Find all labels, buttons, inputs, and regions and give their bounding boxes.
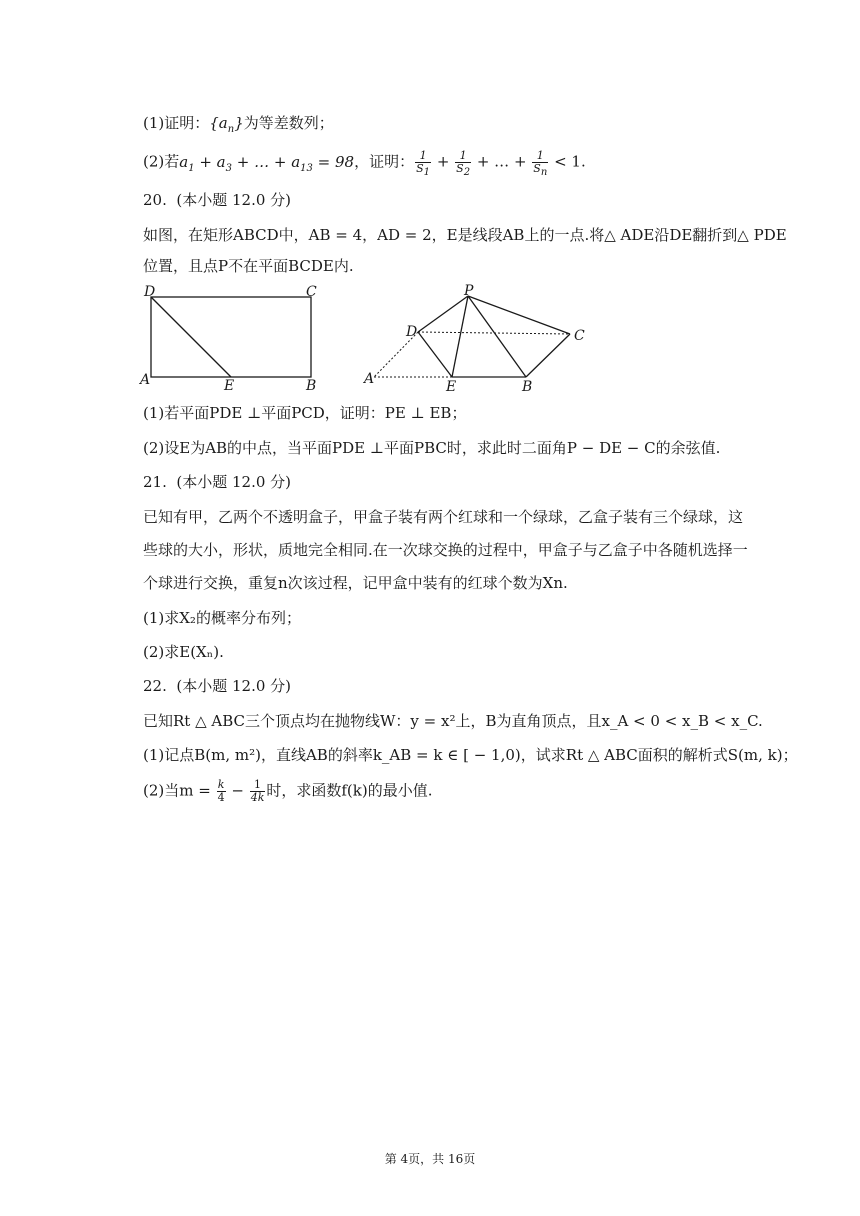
- q19-part1: [143, 113, 334, 133]
- fig2-label-a: A: [364, 371, 375, 387]
- fig2-label-b: B: [522, 379, 533, 395]
- fig1-label-a: A: [140, 372, 151, 388]
- q21-text-line2: 些球的大小，形状，质地完全相同.在一次球交换的过程中，甲盒子与乙盒子中各随机选择一: [143, 541, 748, 559]
- fig2-label-e: E: [446, 379, 457, 395]
- q22-header: 22. (本小题 12.0 分): [143, 677, 292, 695]
- q19-part2-mid: ，证明：: [354, 152, 415, 171]
- q20-sub1: (1)若平面PDE ⊥平面PCD，证明：PE ⊥ EB；: [143, 404, 467, 422]
- q20-header: 20. (本小题 12.0 分): [143, 191, 292, 209]
- fig2-label-c: C: [574, 328, 585, 344]
- q21-text-line3: 个球进行交换，重复n次该过程，记甲盒中装有的红球个数为Xn.: [143, 574, 568, 592]
- page-footer: 第 4页，共 16页: [384, 1152, 476, 1166]
- q21-text-line1: 已知有甲，乙两个不透明盒子，甲盒子装有两个红球和一个绿球，乙盒子装有三个绿球，这: [143, 508, 744, 526]
- fig2-label-p: P: [464, 283, 474, 299]
- fig1-label-c: C: [306, 284, 317, 300]
- frac-1-over-4k: $\frac{1}{4k}$: [250, 778, 265, 804]
- q19-part1-tail: 为等差数列；: [243, 114, 334, 132]
- q21-sub2: (2)求E(Xₙ).: [143, 643, 224, 661]
- q21-sub1: (1)求X₂的概率分布列；: [143, 609, 301, 627]
- q19-part1-math: $\{a_n\}$: [209, 114, 244, 135]
- frac-1-s2: $\frac{1}{S_2}$: [456, 149, 471, 179]
- fig2-label-d: D: [406, 324, 418, 340]
- fig1-label-b: B: [306, 378, 317, 392]
- q19-part2-tail: < 1.: [554, 152, 586, 171]
- fig1-label-e: E: [224, 378, 235, 392]
- q19-part2-sum: $a_1 + a_3$ + … + $a_{13} = 98$: [179, 152, 355, 174]
- q20-text-line1: 如图，在矩形ABCD中，AB = 4，AD = 2，E是线段AB上的一点.将△ ADE沿DE翻折到△ PDE: [143, 226, 787, 244]
- q22-sub2-pre: (2)当m =: [143, 781, 211, 800]
- q22-sub2: (2)当m = $\frac{k}{4}$ − $\frac{1}{4k}$ 时，求函数f(k)的最小值.: [143, 778, 433, 804]
- q19-part1-label: (1)证明：: [143, 114, 210, 132]
- q19-part2-label: (2)若: [143, 152, 180, 171]
- frac-k-over-4: $\frac{k}{4}$: [217, 778, 225, 804]
- q20-text-line2: 位置，且点P不在平面BCDE内.: [143, 257, 354, 275]
- figure-folded-pde: [360, 282, 600, 397]
- frac-1-s1: $\frac{1}{S_1}$: [416, 149, 431, 179]
- q22-sub2-post: 时，求函数f(k)的最小值.: [266, 781, 433, 800]
- q20-sub2: (2)设E为AB的中点，当平面PDE ⊥平面PBC时，求此时二面角P − DE − C的余弦值.: [143, 439, 721, 457]
- q22-text-line1: 已知Rt △ ABC三个顶点均在抛物线W：y = x²上，B为直角顶点，且x_A < 0 < x_B < x_C.: [143, 712, 763, 730]
- q22-sub1: (1)记点B(m, m²)，直线AB的斜率k_AB = k ∈ [ − 1,0)，试求Rt △ ABC面积的解析式S(m, k)；: [143, 746, 798, 764]
- fig1-label-d: D: [144, 284, 156, 300]
- frac-1-sn: $\frac{1}{S_n}$: [533, 149, 548, 179]
- figure-rectangle-abcd: [138, 282, 328, 392]
- q19-part2: (2)若$a_1 + a_3$ + … + $a_{13} = 98$，证明： $\frac{1}{S_1}$ + $\frac{1}{S_2}$ + … + $\frac{1}{S_n}$ < 1.: [143, 149, 586, 179]
- q21-header: 21. (本小题 12.0 分): [143, 473, 292, 491]
